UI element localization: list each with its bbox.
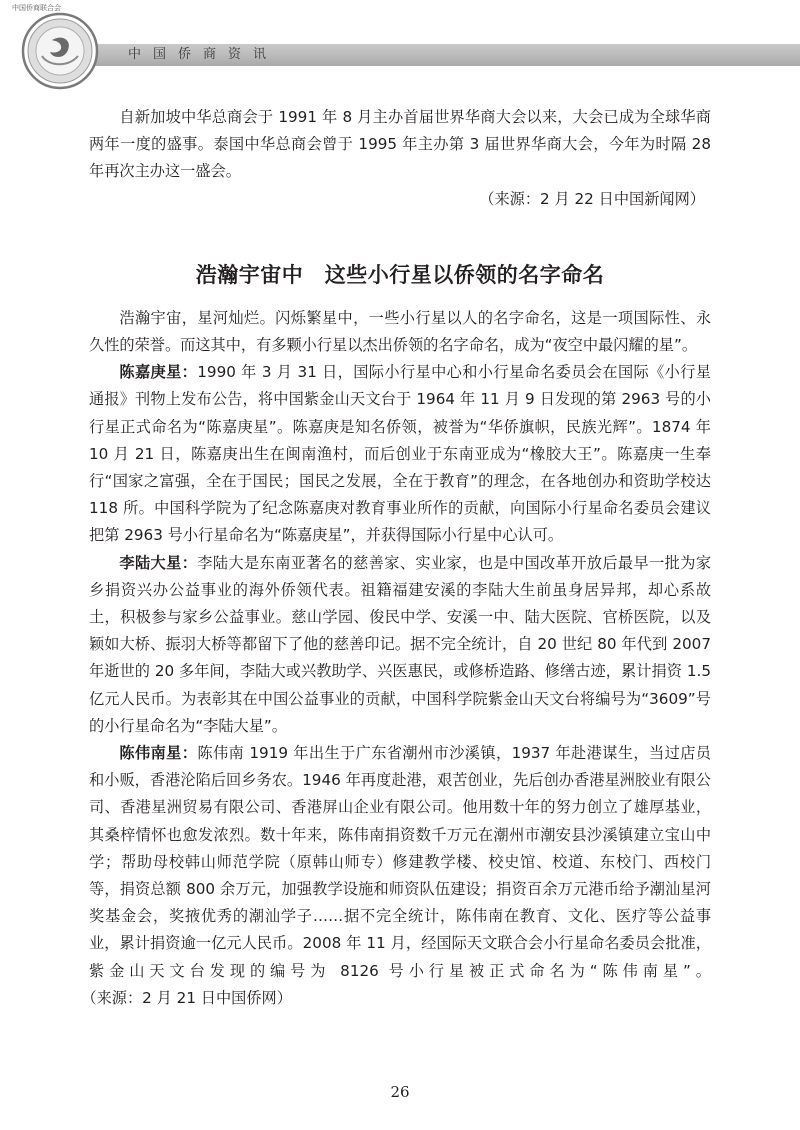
header-title: 中国侨商资讯 (128, 47, 279, 62)
intro-source: （来源：2 月 22 日中国新闻网） (479, 189, 705, 208)
section-text: 陈伟南 1919 年出生于广东省潮州市沙溪镇，1937 年赴港谋生，当过店员和小贩，香港沦陷后回乡务农。1946 年再度赴港，艰苦创业，先后创办香港星洲胶业有限公司、香港星洲贸易有限公司、香港屏山企业有限公司。他用数十年的努力创立了雄厚基业，其桑梓情怀也愈发浓烈。数十年来，陈伟南捐资数千万元在潮州市潮安县沙溪镇建立宝山中学；帮助母校韩山师范学院（原韩山师专）修建教学楼、校史馆、校道、东校门、西校门等，捐资总额 800 余万元，加强教学设施和师资队伍建设；捐资百余万元港币给予潮汕星河奖基金会，奖掖优秀的潮汕学子……据不完全统计，陈伟南在教育、文化、医疗等公益事业，累计捐资逾一亿元人民币。2008 年 11 月，经国际天文联合会小行星命名委员会批准，紫金山天文台发现的编号为 8126 号小行星被正式命名为“陈伟南星”。 (89, 744, 711, 980)
section-li-luda (89, 550, 711, 740)
article-title: 浩瀚宇宙中 这些小行星以侨领的名字命名 (195, 262, 605, 287)
section-text: 1990 年 3 月 31 日，国际小行星中心和小行星命名委员会在国际《小行星通报》刊物上发布公告，将中国紫金山天文台于 1964 年 11 月 9 日发现的第 2963 号的小行星正式命名为“陈嘉庚星”。陈嘉庚是知名侨领，被誉为“华侨旗帜，民族光辉”。1874 年 10 月 21 日，陈嘉庚出生在闽南渔村，而后创业于东南亚成为“橡胶大王”。陈嘉庚一生奉行“国家之富强，全在于国民；国民之发展，全在于教育”的理念，在各地创办和资助学校达 118 所。中国科学院为了纪念陈嘉庚对教育事业所作的贡献，向国际小行星命名委员会建议把第 2963 号小行星命名为“陈嘉庚星”，并获得国际小行星中心认可。 (89, 363, 711, 545)
article-source: （来源：2 月 21 日中国侨网） (89, 988, 292, 1007)
article-intro: 浩瀚宇宙，星河灿烂。闪烁繁星中，一些小行星以人的名字命名，这是一项国际性、永久性的荣誉。而这其中，有多颗小行星以杰出侨领的名字命名，成为“夜空中最闪耀的星”。 (89, 308, 711, 355)
logo (12, 4, 108, 92)
page-content (89, 104, 711, 1012)
section-lead: 陈嘉庚星： (119, 363, 198, 382)
section-text: 李陆大是东南亚著名的慈善家、实业家，也是中国改革开放后最早一批为家乡捐资兴办公益事业的海外侨领代表。祖籍福建安溪的李陆大生前虽身居异邦，却心系故土，积极参与家乡公益事业。慈山学园、俊民中学、安溪一中、陆大医院、官桥医院，以及颖如大桥、振羽大桥等都留下了他的慈善印记。据不完全统计，自 20 世纪 80 年代到 2007 年逝世的 20 多年间，李陆大或兴教助学、兴医惠民，或修桥造路、修缮古迹，累计捐资 1.5 亿元人民币。为表彰其在中国公益事业的贡献，中国科学院紫金山天文台将编号为“3609”号的小行星命名为“李陆大星”。 (89, 553, 712, 735)
section-chen-weinan (89, 740, 711, 1012)
logo-text: 中国侨商联合会 (12, 4, 61, 12)
section-lead: 陈伟南星： (119, 744, 198, 763)
intro-paragraph: 自新加坡中华总商会于 1991 年 8 月主办首届世界华商大会以来，大会已成为全球华商两年一度的盛事。泰国中华总商会曾于 1995 年主办第 3 届世界华商大会，今年为时隔 28 年再次主办这一盛会。 (89, 108, 711, 181)
section-lead: 李陆大星： (119, 553, 198, 572)
section-chen-jiageng (89, 359, 711, 549)
page-number: 26 (390, 1083, 410, 1101)
